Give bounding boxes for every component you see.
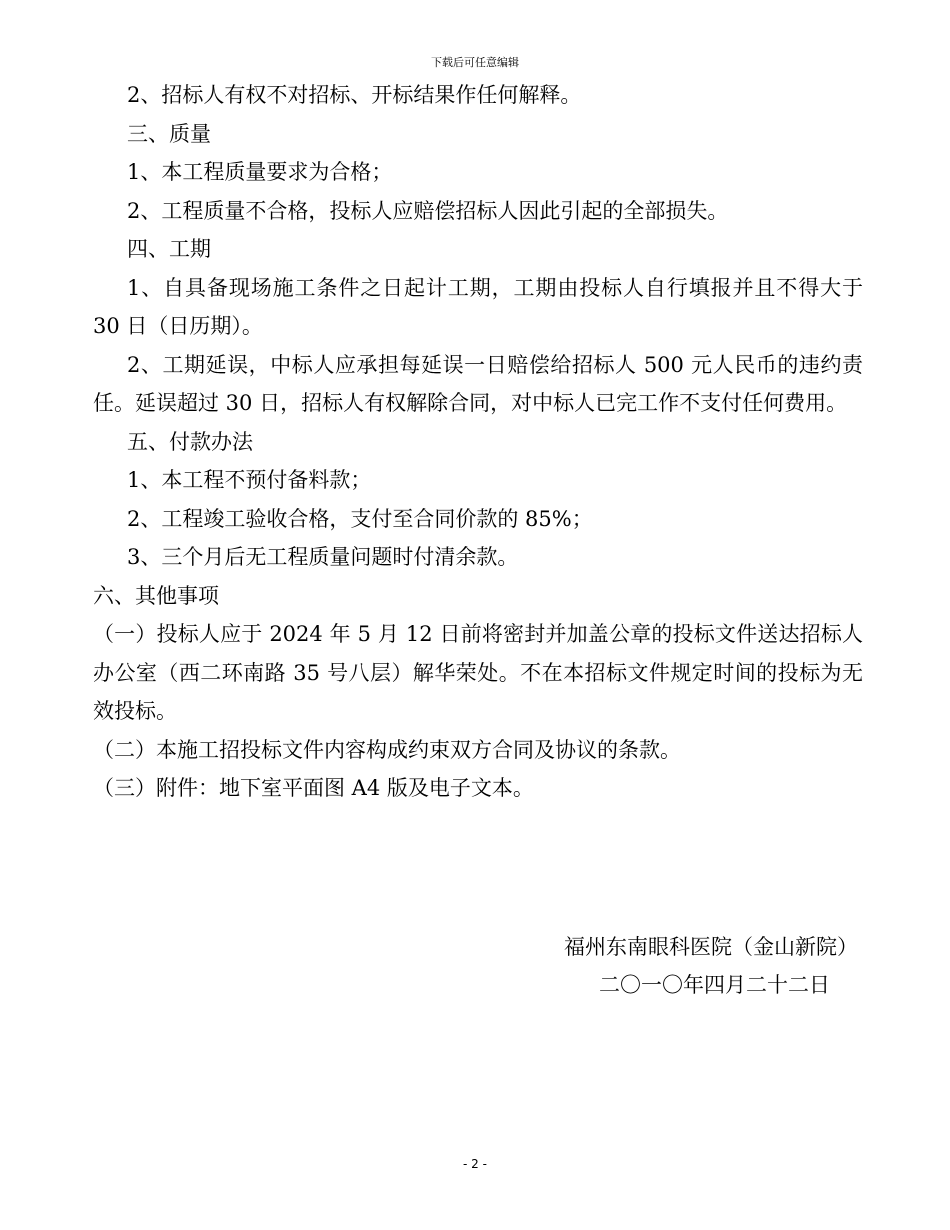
section-heading-payment: 五、付款办法 — [127, 429, 253, 454]
document-body — [93, 76, 863, 808]
clause-quality-requirement: 1、本工程质量要求为合格； — [127, 160, 393, 184]
clause-other-binding: （二）本施工招投标文件内容构成约束双方合同及协议的条款。 — [93, 737, 681, 762]
clause-bidding-explanation: 2、招标人有权不对招标、开标结果作任何解释。 — [127, 83, 582, 107]
clause-other-submission: （一）投标人应于 2024 年 5 月 12 日前将密封并加盖公章的投标文件送达招标人办公室（西二环南路 35 号八层）解华荣处。不在本招标文件规定时间的投标为无效投标。 — [93, 622, 863, 723]
clause-schedule-delay: 2、工期延误，中标人应承担每延误一日赔偿给招标人 500 元人民币的违约责任。延误超过 30 日，招标人有权解除合同，对中标人已完工作不支付任何费用。 — [93, 352, 863, 415]
clause-payment-balance: 3、三个月后无工程质量问题时付清余款。 — [127, 545, 519, 569]
clause-other-attachment: （三）附件：地下室平面图 A4 版及电子文本。 — [93, 776, 534, 800]
clause-quality-compensation: 2、工程质量不合格，投标人应赔偿招标人因此引起的全部损失。 — [127, 198, 729, 223]
clause-payment-acceptance: 2、工程竣工验收合格，支付至合同价款的 85%； — [127, 506, 593, 531]
clause-schedule-duration: 1、自具备现场施工条件之日起计工期，工期由投标人自行填报并且不得大于 30 日（日历期）。 — [93, 275, 863, 338]
section-heading-schedule: 四、工期 — [127, 237, 211, 261]
signature-organization-text: 福州东南眼科医院（金山新院） — [564, 935, 858, 959]
section-heading-other: 六、其他事项 — [93, 583, 219, 608]
clause-payment-advance: 1、本工程不预付备料款； — [127, 468, 372, 492]
page-number: - 2 - — [463, 1157, 487, 1171]
section-heading-quality: 三、质量 — [127, 121, 211, 146]
download-note: 下载后可任意编辑 — [431, 56, 519, 69]
signature-date-text: 二〇一〇年四月二十二日 — [599, 973, 830, 997]
